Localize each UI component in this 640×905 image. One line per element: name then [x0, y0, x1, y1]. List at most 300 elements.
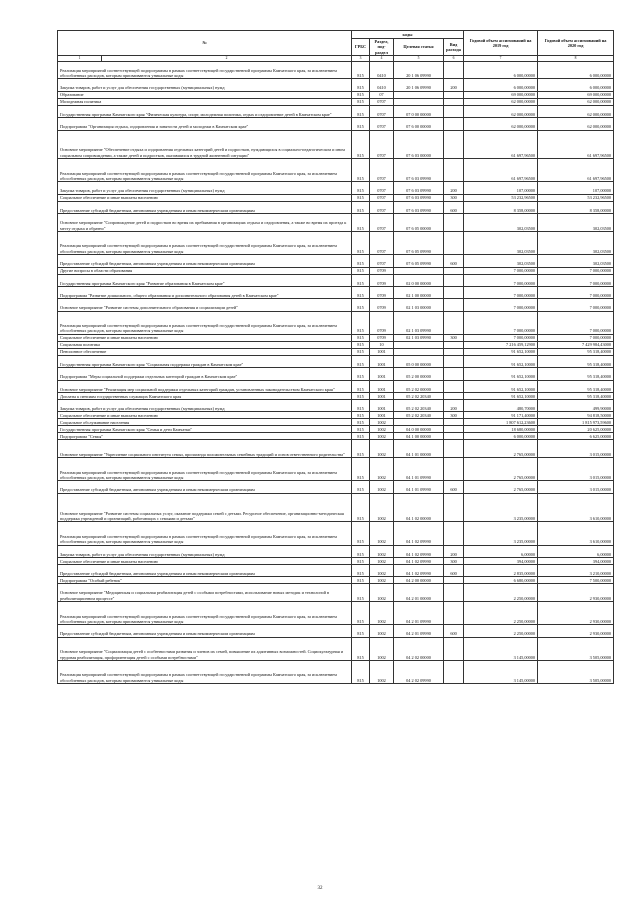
row-type — [444, 368, 464, 380]
row-sum-2019: 7 000,00000 — [464, 299, 538, 311]
row-type: 200 — [444, 182, 464, 194]
table-row — [58, 334, 614, 341]
row-name: Доплаты к пенсиям государственных служащих Камчатского края — [58, 393, 352, 400]
row-grbs: 815 — [352, 577, 370, 584]
row-type — [444, 522, 464, 545]
row-name: Основное мероприятие "Укрепление социального института семьи, пропаганда положительных семейных традиций и основ ответственного родительства" — [58, 440, 352, 458]
row-item: 04 1 02 00000 — [394, 493, 444, 522]
row-item: 07 6 05 09990 — [394, 255, 444, 267]
row-type — [444, 419, 464, 426]
row-sum-2020: 94 818,50000 — [538, 412, 614, 419]
row-type: 300 — [444, 558, 464, 565]
row-grbs: 815 — [352, 419, 370, 426]
colnum: 5 — [394, 56, 444, 61]
row-grbs: 815 — [352, 231, 370, 254]
row-type — [444, 267, 464, 274]
table-row — [58, 426, 614, 433]
row-name: Предоставление субсидий бюджетным, автономным учреждениям и иным некоммерческим организациям — [58, 481, 352, 493]
row-section: 1002 — [370, 522, 394, 545]
page-number: 32 — [317, 886, 323, 891]
row-sum-2019: 3 145,00000 — [464, 637, 538, 660]
row-sum-2019: 69 000,00000 — [464, 91, 538, 98]
row-grbs: 815 — [352, 481, 370, 493]
row-sum-2019: 62 000,00000 — [464, 105, 538, 117]
row-name: Закупка товаров, работ и услуг для обеспечения государственных (муниципальных) нужд — [58, 182, 352, 194]
row-name: Основное мероприятие "Медицинская и социальная реабилитация детей с особыми потребностями, использование новых методик и технологий в реабилитационном процессе" — [58, 584, 352, 602]
row-section: 07 — [370, 91, 394, 98]
row-grbs: 815 — [352, 565, 370, 577]
table-row — [58, 584, 614, 602]
table-row — [58, 545, 614, 557]
row-name: Социальное обеспечение и иные выплаты населению — [58, 194, 352, 201]
row-grbs: 815 — [352, 660, 370, 683]
row-sum-2019: 91 652,10000 — [464, 393, 538, 400]
table-row — [58, 440, 614, 458]
row-item: 07 6 03 09990 — [394, 194, 444, 201]
table-row — [58, 159, 614, 182]
table-row — [58, 493, 614, 522]
row-sum-2019: 302,03500 — [464, 255, 538, 267]
row-sum-2020: 302,03500 — [538, 214, 614, 232]
row-name: Подпрограмма "Развитие дошкольного, общего образования и дополнительного образования детей в Камчатском крае" — [58, 286, 352, 298]
table-row — [58, 286, 614, 298]
row-item: 04 1 01 09990 — [394, 458, 444, 481]
row-name: Государственная программа Камчатского края "Развитие образования в Камчатском крае" — [58, 274, 352, 286]
row-name: Подпрограмма "Организация отдыха, оздоровления и занятости детей и молодежи в Камчатском крае" — [58, 118, 352, 130]
row-sum-2019: 7 000,00000 — [464, 286, 538, 298]
row-grbs: 815 — [352, 522, 370, 545]
row-section: 0707 — [370, 201, 394, 213]
row-type: 600 — [444, 481, 464, 493]
row-section: 1002 — [370, 426, 394, 433]
row-name: Подпрограмма "Меры социальной поддержки отдельных категорий граждан в Камчатском крае" — [58, 368, 352, 380]
colnum: 1 — [58, 56, 102, 61]
row-sum-2019: 2 765,00000 — [464, 440, 538, 458]
row-grbs: 815 — [352, 130, 370, 159]
row-type — [444, 299, 464, 311]
row-sum-2019: 1 807 612,23600 — [464, 419, 538, 426]
header-codes: коды — [352, 31, 464, 39]
table-row — [58, 355, 614, 367]
header-type: Вид расхода — [444, 39, 464, 56]
table-row — [58, 341, 614, 348]
row-name: Социальное обслуживание населения — [58, 419, 352, 426]
row-name: Реализация мероприятий соответствующей подпрограммы в рамках соответствующей государственной программы Камчатского края, за исключением обособленных расходов, которым присваиваются уникальные коды — [58, 159, 352, 182]
table-row — [58, 311, 614, 334]
row-sum-2020: 107,00000 — [538, 182, 614, 194]
table-row — [58, 522, 614, 545]
table-row — [58, 419, 614, 426]
row-grbs: 815 — [352, 61, 370, 79]
row-name: Основное мероприятие "Развитие системы социальных услуг, оказание поддержки семей с детьми. Ресурсное обеспечение, организационно-методическая поддержка учреждений и организаций, работающих с семьями и детьми" — [58, 493, 352, 522]
row-item: 04 1 02 09990 — [394, 545, 444, 557]
table-row — [58, 194, 614, 201]
row-item: 04 2 02 09990 — [394, 660, 444, 683]
table-row — [58, 79, 614, 91]
row-name: Другие вопросы в области образования — [58, 267, 352, 274]
header-2020: Годовой объем ассигнований на 2020 год — [538, 31, 614, 56]
row-item: 04 1 00 00000 — [394, 433, 444, 440]
row-sum-2020: 2 930,00000 — [538, 602, 614, 625]
row-sum-2019: 3 145,00000 — [464, 660, 538, 683]
row-grbs: 815 — [352, 98, 370, 105]
table-row — [58, 91, 614, 98]
row-sum-2019: 480,70000 — [464, 400, 538, 412]
row-sum-2020: 6 625,00000 — [538, 433, 614, 440]
row-sum-2019: 3 235,00000 — [464, 493, 538, 522]
row-name: Реализация мероприятий соответствующей подпрограммы в рамках соответствующей государственной программы Камчатского края, за исключением обособленных расходов, которым присваиваются уникальные коды — [58, 522, 352, 545]
row-section: 1002 — [370, 419, 394, 426]
row-section: 0709 — [370, 286, 394, 298]
row-sum-2020: 3 210,00000 — [538, 565, 614, 577]
row-sum-2019: 7 216 459,12900 — [464, 341, 538, 348]
row-type: 300 — [444, 334, 464, 341]
row-sum-2019: 3 235,00000 — [464, 522, 538, 545]
row-section: 1002 — [370, 577, 394, 584]
row-type — [444, 61, 464, 79]
row-grbs: 815 — [352, 355, 370, 367]
row-section: 1002 — [370, 481, 394, 493]
table-row — [58, 130, 614, 159]
row-type: 600 — [444, 625, 464, 637]
row-grbs: 815 — [352, 368, 370, 380]
row-section: 0709 — [370, 267, 394, 274]
row-name: Реализация мероприятий соответствующей подпрограммы в рамках соответствующей государственной программы Камчатского края, за исключением обособленных расходов, которым присваиваются уникальные коды — [58, 311, 352, 334]
row-grbs: 815 — [352, 602, 370, 625]
row-grbs: 815 — [352, 393, 370, 400]
row-section: 0707 — [370, 255, 394, 267]
table-row — [58, 625, 614, 637]
row-sum-2020: 61 697,96500 — [538, 130, 614, 159]
row-type — [444, 286, 464, 298]
row-section: 1001 — [370, 400, 394, 412]
row-section: 1002 — [370, 545, 394, 557]
row-sum-2020: 95 318,40000 — [538, 355, 614, 367]
row-section: 0707 — [370, 98, 394, 105]
row-name: Образование — [58, 91, 352, 98]
row-section: 0709 — [370, 274, 394, 286]
row-name: Государственная программа Камчатского края "Семья и дети Камчатки" — [58, 426, 352, 433]
row-grbs: 815 — [352, 159, 370, 182]
row-type — [444, 458, 464, 481]
row-sum-2019: 91 171,40000 — [464, 412, 538, 419]
row-sum-2020: 8 358,00000 — [538, 201, 614, 213]
row-item: 05 0 00 00000 — [394, 355, 444, 367]
row-type: 200 — [444, 79, 464, 91]
row-sum-2020: 1 815 973,59600 — [538, 419, 614, 426]
row-name: Закупка товаров, работ и услуг для обеспечения государственных (муниципальных) нужд — [58, 545, 352, 557]
row-name: Реализация мероприятий соответствующей подпрограммы в рамках соответствующей государственной программы Камчатского края, за исключением обособленных расходов, которым присваиваются уникальные коды — [58, 231, 352, 254]
row-sum-2019: 6 000,00000 — [464, 61, 538, 79]
row-sum-2020: 3 610,00000 — [538, 522, 614, 545]
row-type: 600 — [444, 565, 464, 577]
row-item: 04 2 00 00000 — [394, 577, 444, 584]
row-type: 300 — [444, 194, 464, 201]
row-sum-2020: 3 505,00000 — [538, 660, 614, 683]
row-item: 07 6 03 09990 — [394, 182, 444, 194]
table-row — [58, 577, 614, 584]
row-item — [394, 91, 444, 98]
table-row — [58, 274, 614, 286]
row-section: 1001 — [370, 348, 394, 355]
row-type — [444, 91, 464, 98]
row-sum-2020: 302,03500 — [538, 255, 614, 267]
row-sum-2020: 6,00000 — [538, 545, 614, 557]
row-grbs: 815 — [352, 637, 370, 660]
row-name: Основное мероприятие "Развитие системы дополнительного образования и социализации детей" — [58, 299, 352, 311]
row-sum-2020: 499,90000 — [538, 400, 614, 412]
table-row — [58, 267, 614, 274]
colnum: 3 — [352, 56, 370, 61]
row-type: 200 — [444, 400, 464, 412]
row-section: 1001 — [370, 412, 394, 419]
row-sum-2019: 61 697,96500 — [464, 159, 538, 182]
row-item: 04 2 01 09990 — [394, 625, 444, 637]
row-section: 1002 — [370, 660, 394, 683]
row-item — [394, 341, 444, 348]
row-grbs: 815 — [352, 91, 370, 98]
row-item: 07 6 03 09990 — [394, 159, 444, 182]
row-section: 0707 — [370, 182, 394, 194]
row-type — [444, 393, 464, 400]
header-2019: Годовой объем ассигнований на 2019 год — [464, 31, 538, 56]
row-item — [394, 348, 444, 355]
row-section: 1002 — [370, 584, 394, 602]
row-sum-2020: 7 000,00000 — [538, 286, 614, 298]
row-type — [444, 602, 464, 625]
row-sum-2019: 18 680,00000 — [464, 426, 538, 433]
row-type — [444, 637, 464, 660]
table-row — [58, 660, 614, 683]
row-sum-2019: 7 000,00000 — [464, 267, 538, 274]
row-name: Социальная политика — [58, 341, 352, 348]
table-row — [58, 380, 614, 392]
row-item: 04 1 02 09990 — [394, 565, 444, 577]
table-row — [58, 61, 614, 79]
row-sum-2020: 302,03500 — [538, 231, 614, 254]
row-type — [444, 433, 464, 440]
table-row — [58, 231, 614, 254]
row-grbs: 815 — [352, 267, 370, 274]
row-type — [444, 341, 464, 348]
row-sum-2020: 7 000,00000 — [538, 267, 614, 274]
row-type — [444, 660, 464, 683]
row-sum-2019: 61 697,96500 — [464, 130, 538, 159]
table-row — [58, 602, 614, 625]
row-type — [444, 274, 464, 286]
row-section: 0707 — [370, 118, 394, 130]
row-grbs: 815 — [352, 286, 370, 298]
row-grbs: 815 — [352, 380, 370, 392]
row-sum-2019: 107,00000 — [464, 182, 538, 194]
row-item: 05 2 02 20340 — [394, 393, 444, 400]
row-sum-2020: 53 232,96500 — [538, 194, 614, 201]
table-row — [58, 481, 614, 493]
row-type — [444, 231, 464, 254]
row-sum-2019: 2 765,00000 — [464, 458, 538, 481]
row-sum-2019: 2 250,00000 — [464, 602, 538, 625]
row-sum-2020: 20 625,00000 — [538, 426, 614, 433]
row-item — [394, 98, 444, 105]
row-type — [444, 380, 464, 392]
row-sum-2019: 6 000,00000 — [464, 433, 538, 440]
row-item: 04 2 01 09990 — [394, 602, 444, 625]
row-section: 1001 — [370, 355, 394, 367]
row-name: Государственная программа Камчатского края "Физическая культура, спорт, молодежная политика, отдых и оздоровление детей в Камчатском крае" — [58, 105, 352, 117]
row-grbs: 815 — [352, 255, 370, 267]
row-type — [444, 493, 464, 522]
row-grbs: 815 — [352, 118, 370, 130]
row-name: Реализация мероприятий соответствующей подпрограммы в рамках соответствующей государственной программы Камчатского края, за исключением обособленных расходов, которым присваиваются уникальные коды — [58, 458, 352, 481]
row-sum-2020: 7 429 984,43000 — [538, 341, 614, 348]
row-sum-2019: 62 000,00000 — [464, 118, 538, 130]
header-item: Целевая статья — [394, 39, 444, 56]
row-item: 02 1 03 00000 — [394, 299, 444, 311]
row-type — [444, 426, 464, 433]
row-sum-2019: 53 232,96500 — [464, 194, 538, 201]
row-sum-2019: 394,00000 — [464, 558, 538, 565]
row-sum-2020: 62 000,00000 — [538, 98, 614, 105]
row-sum-2020: 6 000,00000 — [538, 61, 614, 79]
row-type — [444, 311, 464, 334]
row-section: 0707 — [370, 130, 394, 159]
row-section: 10 — [370, 341, 394, 348]
colnum: 6 — [444, 56, 464, 61]
row-section: 1002 — [370, 565, 394, 577]
row-grbs: 815 — [352, 334, 370, 341]
colnum: 8 — [538, 56, 614, 61]
row-sum-2020: 7 000,00000 — [538, 311, 614, 334]
row-section: 0709 — [370, 299, 394, 311]
budget-table — [57, 30, 614, 684]
row-item: 07 6 03 00000 — [394, 130, 444, 159]
table-row — [58, 98, 614, 105]
row-grbs: 815 — [352, 182, 370, 194]
row-sum-2020: 69 000,00000 — [538, 91, 614, 98]
row-sum-2020: 7 000,00000 — [538, 274, 614, 286]
row-sum-2019: 8 358,00000 — [464, 201, 538, 213]
row-sum-2020: 3 015,00000 — [538, 481, 614, 493]
row-name: Предоставление субсидий бюджетным, автономным учреждениям и иным некоммерческим организациям — [58, 565, 352, 577]
row-sum-2020: 3 610,00000 — [538, 493, 614, 522]
row-name: Реализация мероприятий соответствующей подпрограммы в рамках соответствующей государственной программы Камчатского края, за исключением обособленных расходов, которым присваиваются уникальные коды — [58, 61, 352, 79]
row-item: 05 2 02 00000 — [394, 380, 444, 392]
row-item: 04 1 02 09990 — [394, 522, 444, 545]
row-name: Реализация мероприятий соответствующей подпрограммы в рамках соответствующей государственной программы Камчатского края, за исключением обособленных расходов, которым присваиваются уникальные коды — [58, 660, 352, 683]
row-name: Молодежная политика — [58, 98, 352, 105]
row-type — [444, 577, 464, 584]
row-type — [444, 159, 464, 182]
row-item: 02 1 03 09990 — [394, 334, 444, 341]
colnum: 7 — [464, 56, 538, 61]
row-section: 1002 — [370, 433, 394, 440]
row-section: 0709 — [370, 311, 394, 334]
row-sum-2020: 394,00000 — [538, 558, 614, 565]
row-item: 04 1 01 09990 — [394, 481, 444, 493]
row-grbs: 815 — [352, 584, 370, 602]
row-grbs: 815 — [352, 412, 370, 419]
row-type: 600 — [444, 201, 464, 213]
row-grbs: 815 — [352, 79, 370, 91]
row-grbs: 815 — [352, 458, 370, 481]
row-name: Подпрограмма "Семья" — [58, 433, 352, 440]
row-type — [444, 98, 464, 105]
row-item: 05 2 00 00000 — [394, 368, 444, 380]
table-row — [58, 255, 614, 267]
row-grbs: 815 — [352, 348, 370, 355]
table-row — [58, 393, 614, 400]
row-grbs: 815 — [352, 194, 370, 201]
row-name: Основное мероприятие "Сопровождение детей и подростков во время их пребывания в организациях отдыха и оздоровления, а также во время их проезда к месту отдыха и обратно" — [58, 214, 352, 232]
row-type: 300 — [444, 412, 464, 419]
row-grbs: 815 — [352, 311, 370, 334]
row-sum-2019: 302,03500 — [464, 214, 538, 232]
row-grbs: 815 — [352, 493, 370, 522]
table-row — [58, 368, 614, 380]
table-row — [58, 458, 614, 481]
row-sum-2019: 2 250,00000 — [464, 584, 538, 602]
row-grbs: 815 — [352, 299, 370, 311]
row-section: 0707 — [370, 214, 394, 232]
row-name: Социальное обеспечение и иные выплаты населению — [58, 334, 352, 341]
row-name: Реализация мероприятий соответствующей подпрограммы в рамках соответствующей государственной программы Камчатского края, за исключением обособленных расходов, которым присваиваются уникальные коды — [58, 602, 352, 625]
table-row — [58, 118, 614, 130]
row-sum-2019: 7 000,00000 — [464, 334, 538, 341]
row-sum-2020: 2 930,00000 — [538, 584, 614, 602]
row-section: 0410 — [370, 79, 394, 91]
table-row — [58, 412, 614, 419]
table-row — [58, 348, 614, 355]
row-name: Социальное обеспечение и иные выплаты населению — [58, 558, 352, 565]
row-sum-2019: 302,03500 — [464, 231, 538, 254]
row-section: 1001 — [370, 393, 394, 400]
table-row — [58, 637, 614, 660]
row-grbs: 815 — [352, 558, 370, 565]
row-sum-2019: 7 000,00000 — [464, 311, 538, 334]
row-name: Предоставление субсидий бюджетным, автономным учреждениям и иным некоммерческим организациям — [58, 201, 352, 213]
row-item: 05 2 02 20340 — [394, 400, 444, 412]
row-section: 1002 — [370, 440, 394, 458]
row-type — [444, 355, 464, 367]
row-item: 07 6 05 00000 — [394, 214, 444, 232]
row-grbs: 815 — [352, 400, 370, 412]
row-item — [394, 419, 444, 426]
row-item: 20 1 06 09990 — [394, 61, 444, 79]
row-grbs: 815 — [352, 426, 370, 433]
row-name: Социальное обеспечение и иные выплаты населению — [58, 412, 352, 419]
row-item: 04 0 00 00000 — [394, 426, 444, 433]
table-row — [58, 565, 614, 577]
row-section: 1002 — [370, 493, 394, 522]
row-sum-2020: 3 505,00000 — [538, 637, 614, 660]
row-grbs: 815 — [352, 105, 370, 117]
row-sum-2020: 61 697,96500 — [538, 159, 614, 182]
table-row — [58, 105, 614, 117]
row-sum-2020: 6 000,00000 — [538, 79, 614, 91]
row-sum-2019: 2 835,00000 — [464, 565, 538, 577]
row-section: 0707 — [370, 231, 394, 254]
table-row — [58, 182, 614, 194]
row-section: 0410 — [370, 61, 394, 79]
table-row — [58, 433, 614, 440]
row-sum-2020: 7 500,00000 — [538, 577, 614, 584]
row-sum-2019: 91 652,10000 — [464, 355, 538, 367]
row-name: Закупка товаров, работ и услуг для обеспечения государственных (муниципальных) нужд — [58, 79, 352, 91]
row-sum-2019: 91 652,10000 — [464, 348, 538, 355]
row-section: 0707 — [370, 194, 394, 201]
row-item: 07 6 03 09990 — [394, 201, 444, 213]
row-grbs: 815 — [352, 214, 370, 232]
